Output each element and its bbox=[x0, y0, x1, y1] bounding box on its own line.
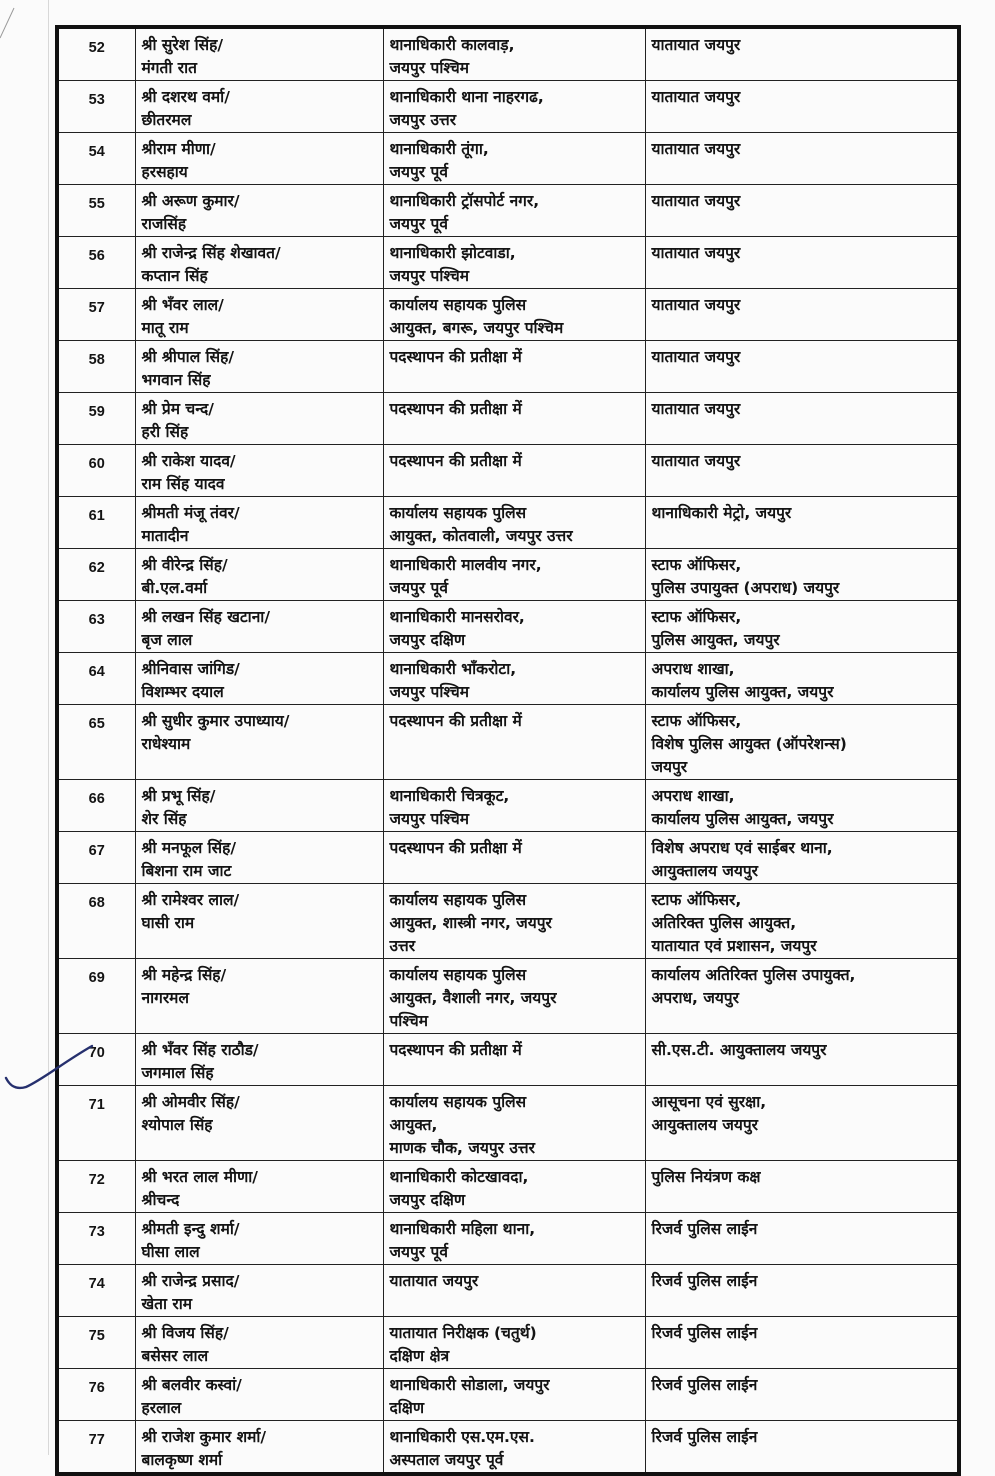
new-posting-line: यातायात जयपुर bbox=[651, 348, 741, 366]
current-posting-line: पदस्थापन की प्रतीक्षा में bbox=[389, 348, 522, 366]
new-posting-line: रिजर्व पुलिस लाईन bbox=[651, 1376, 758, 1394]
officer-name-cell bbox=[135, 393, 383, 445]
current-posting-cell bbox=[383, 497, 645, 549]
officer-name-line: राम सिंह यादव bbox=[141, 475, 225, 493]
current-posting-line: थानाधिकारी मालवीय नगर, bbox=[389, 556, 542, 574]
current-posting-cell bbox=[383, 393, 645, 445]
new-posting-line: स्टाफ ऑफिसर, bbox=[651, 712, 742, 730]
officer-name-line: श्रीमती मंजू तंवर/ bbox=[141, 504, 240, 522]
current-posting-line: उत्तर bbox=[389, 937, 416, 955]
serial-number-cell: 72 bbox=[57, 1161, 135, 1213]
new-posting-line: थानाधिकारी मेट्रो, जयपुर bbox=[651, 504, 792, 522]
serial-number-cell: 62 bbox=[57, 549, 135, 601]
table-row bbox=[57, 237, 959, 289]
officer-name-line: बसेसर लाल bbox=[141, 1347, 209, 1365]
officer-name-line: राजसिंह bbox=[141, 215, 187, 233]
officer-name-cell bbox=[135, 549, 383, 601]
officer-name-line: जगमाल सिंह bbox=[141, 1064, 214, 1082]
serial-number-cell: 73 bbox=[57, 1213, 135, 1265]
current-posting-line: थानाधिकारी ट्रॉसपोर्ट नगर, bbox=[389, 192, 540, 210]
new-posting-cell bbox=[645, 959, 959, 1034]
new-posting-line: पुलिस उपायुक्त (अपराध) जयपुर bbox=[651, 579, 840, 597]
officer-name-line: श्री प्रभू सिंह/ bbox=[141, 787, 216, 805]
new-posting-line: कार्यालय अतिरिक्त पुलिस उपायुक्त, bbox=[651, 966, 856, 984]
officer-name-cell bbox=[135, 959, 383, 1034]
table-row bbox=[57, 81, 959, 133]
table-row bbox=[57, 959, 959, 1034]
transfer-list-table bbox=[55, 25, 961, 1476]
new-posting-line: रिजर्व पुलिस लाईन bbox=[651, 1428, 758, 1446]
current-posting-line: पश्चिम bbox=[389, 1012, 429, 1030]
officer-name-line: हरलाल bbox=[141, 1399, 182, 1417]
officer-name-cell bbox=[135, 445, 383, 497]
current-posting-line: जयपुर पूर्व bbox=[389, 163, 448, 181]
officer-name-line: श्री वीरेन्द्र सिंह/ bbox=[141, 556, 228, 574]
current-posting-line: पदस्थापन की प्रतीक्षा में bbox=[389, 1041, 522, 1059]
serial-number-cell: 54 bbox=[57, 133, 135, 185]
serial-number-cell: 77 bbox=[57, 1421, 135, 1475]
table-row bbox=[57, 133, 959, 185]
new-posting-cell bbox=[645, 1213, 959, 1265]
new-posting-cell bbox=[645, 1265, 959, 1317]
current-posting-line: जयपुर उत्तर bbox=[389, 111, 457, 129]
current-posting-line: आयुक्त, bbox=[389, 1116, 438, 1134]
table-row bbox=[57, 27, 959, 81]
officer-name-cell bbox=[135, 1213, 383, 1265]
new-posting-line: यातायात जयपुर bbox=[651, 192, 741, 210]
officer-name-line: विशम्भर दयाल bbox=[141, 683, 224, 701]
officer-name-line: भगवान सिंह bbox=[141, 371, 211, 389]
new-posting-line: रिजर्व पुलिस लाईन bbox=[651, 1324, 758, 1342]
new-posting-line: आयुक्तालय जयपुर bbox=[651, 1116, 759, 1134]
new-posting-line: अपराध शाखा, bbox=[651, 787, 735, 805]
current-posting-line: थानाधिकारी चित्रकूट, bbox=[389, 787, 510, 805]
new-posting-cell bbox=[645, 497, 959, 549]
table-row bbox=[57, 832, 959, 884]
officer-name-line: मंगती रात bbox=[141, 59, 197, 77]
new-posting-line: स्टाफ ऑफिसर, bbox=[651, 608, 742, 626]
table-row bbox=[57, 1161, 959, 1213]
new-posting-line: कार्यालय पुलिस आयुक्त, जयपुर bbox=[651, 810, 834, 828]
serial-number-cell: 64 bbox=[57, 653, 135, 705]
new-posting-line: रिजर्व पुलिस लाईन bbox=[651, 1272, 758, 1290]
new-posting-cell bbox=[645, 1034, 959, 1086]
current-posting-line: जयपुर पश्चिम bbox=[389, 267, 470, 285]
new-posting-line: यातायात जयपुर bbox=[651, 400, 741, 418]
officer-name-line: मातू राम bbox=[141, 319, 189, 337]
current-posting-line: पदस्थापन की प्रतीक्षा में bbox=[389, 712, 522, 730]
new-posting-line: यातायात जयपुर bbox=[651, 36, 741, 54]
table-row bbox=[57, 1213, 959, 1265]
serial-number-cell: 56 bbox=[57, 237, 135, 289]
current-posting-line: जयपुर पश्चिम bbox=[389, 683, 470, 701]
table-row bbox=[57, 1369, 959, 1421]
officer-name-cell bbox=[135, 1086, 383, 1161]
current-posting-line: यातायात जयपुर bbox=[389, 1272, 479, 1290]
serial-number-cell: 60 bbox=[57, 445, 135, 497]
serial-number-cell: 57 bbox=[57, 289, 135, 341]
current-posting-line: जयपुर पूर्व bbox=[389, 215, 448, 233]
current-posting-line: थानाधिकारी कालवाड़, bbox=[389, 36, 515, 54]
officer-name-line: श्रीचन्द bbox=[141, 1191, 180, 1209]
current-posting-cell bbox=[383, 1161, 645, 1213]
handwritten-check-mark bbox=[2, 1040, 97, 1100]
officer-name-line: हरी सिंह bbox=[141, 423, 189, 441]
current-posting-cell bbox=[383, 832, 645, 884]
new-posting-line: पुलिस नियंत्रण कक्ष bbox=[651, 1168, 761, 1186]
serial-number-cell: 71 bbox=[57, 1086, 135, 1161]
officer-name-line: श्री भरत लाल मीणा/ bbox=[141, 1168, 258, 1186]
officer-name-cell bbox=[135, 1369, 383, 1421]
current-posting-cell bbox=[383, 445, 645, 497]
officer-name-cell bbox=[135, 705, 383, 780]
new-posting-line: जयपुर bbox=[651, 758, 688, 776]
officer-name-line: श्री श्रीपाल सिंह/ bbox=[141, 348, 234, 366]
officer-name-cell bbox=[135, 1161, 383, 1213]
current-posting-line: अस्पताल जयपुर पूर्व bbox=[389, 1451, 504, 1469]
transfer-list-body bbox=[57, 27, 959, 1474]
new-posting-cell bbox=[645, 289, 959, 341]
new-posting-cell bbox=[645, 27, 959, 81]
table-row bbox=[57, 289, 959, 341]
current-posting-line: थानाधिकारी झोटवाडा, bbox=[389, 244, 516, 262]
new-posting-cell bbox=[645, 185, 959, 237]
serial-number-cell: 66 bbox=[57, 780, 135, 832]
officer-name-cell bbox=[135, 1265, 383, 1317]
new-posting-line: अतिरिक्त पुलिस आयुक्त, bbox=[651, 914, 797, 932]
serial-number-cell: 74 bbox=[57, 1265, 135, 1317]
table-row bbox=[57, 705, 959, 780]
officer-name-line: श्री बलवीर कस्वां/ bbox=[141, 1376, 242, 1394]
current-posting-cell bbox=[383, 1421, 645, 1475]
new-posting-cell bbox=[645, 705, 959, 780]
officer-name-line: श्री सुरेश सिंह/ bbox=[141, 36, 224, 54]
table-row bbox=[57, 185, 959, 237]
current-posting-line: पदस्थापन की प्रतीक्षा में bbox=[389, 452, 522, 470]
officer-name-cell bbox=[135, 884, 383, 959]
current-posting-cell bbox=[383, 549, 645, 601]
new-posting-cell bbox=[645, 393, 959, 445]
officer-name-cell bbox=[135, 1421, 383, 1475]
current-posting-line: कार्यालय सहायक पुलिस bbox=[389, 966, 527, 984]
officer-name-line: श्री राजेन्द्र प्रसाद/ bbox=[141, 1272, 240, 1290]
current-posting-cell bbox=[383, 1265, 645, 1317]
officer-name-line: बिशना राम जाट bbox=[141, 862, 232, 880]
officer-name-line: श्योपाल सिंह bbox=[141, 1116, 213, 1134]
new-posting-line: स्टाफ ऑफिसर, bbox=[651, 556, 742, 574]
officer-name-line: नागरमल bbox=[141, 989, 189, 1007]
new-posting-cell bbox=[645, 445, 959, 497]
serial-number-cell: 63 bbox=[57, 601, 135, 653]
serial-number-cell: 68 bbox=[57, 884, 135, 959]
current-posting-cell bbox=[383, 1369, 645, 1421]
officer-name-line: श्री मनफूल सिंह/ bbox=[141, 839, 236, 857]
new-posting-line: अपराध, जयपुर bbox=[651, 989, 739, 1007]
new-posting-cell bbox=[645, 1421, 959, 1475]
new-posting-line: विशेष अपराध एवं साईबर थाना, bbox=[651, 839, 833, 857]
officer-name-line: श्री रामेश्वर लाल/ bbox=[141, 891, 240, 909]
new-posting-line: यातायात जयपुर bbox=[651, 88, 741, 106]
current-posting-line: आयुक्त, बगरू, जयपुर पश्चिम bbox=[389, 319, 564, 337]
new-posting-line: यातायात जयपुर bbox=[651, 452, 741, 470]
table-row bbox=[57, 1265, 959, 1317]
officer-name-line: राधेश्याम bbox=[141, 735, 191, 753]
officer-name-line: हरसहाय bbox=[141, 163, 188, 181]
new-posting-cell bbox=[645, 549, 959, 601]
officer-name-cell bbox=[135, 289, 383, 341]
current-posting-cell bbox=[383, 27, 645, 81]
current-posting-line: जयपुर पश्चिम bbox=[389, 810, 470, 828]
current-posting-line: माणक चौक, जयपुर उत्तर bbox=[389, 1139, 535, 1157]
current-posting-line: कार्यालय सहायक पुलिस bbox=[389, 504, 527, 522]
scan-margin-line bbox=[48, 0, 49, 1455]
current-posting-line: आयुक्त, वैशाली नगर, जयपुर bbox=[389, 989, 557, 1007]
officer-name-line: श्रीमती इन्दु शर्मा/ bbox=[141, 1220, 240, 1238]
table-row bbox=[57, 341, 959, 393]
new-posting-cell bbox=[645, 884, 959, 959]
new-posting-line: सी.एस.टी. आयुक्तालय जयपुर bbox=[651, 1041, 827, 1059]
serial-number-cell: 75 bbox=[57, 1317, 135, 1369]
new-posting-line: स्टाफ ऑफिसर, bbox=[651, 891, 742, 909]
current-posting-line: जयपुर पूर्व bbox=[389, 579, 448, 597]
serial-number-cell: 58 bbox=[57, 341, 135, 393]
new-posting-cell bbox=[645, 1317, 959, 1369]
serial-number-cell: 76 bbox=[57, 1369, 135, 1421]
officer-name-line: श्री भँवर सिंह राठौड/ bbox=[141, 1041, 259, 1059]
officer-name-line: श्री राजेन्द्र सिंह शेखावत/ bbox=[141, 244, 281, 262]
officer-name-cell bbox=[135, 81, 383, 133]
current-posting-cell bbox=[383, 653, 645, 705]
current-posting-cell bbox=[383, 1213, 645, 1265]
new-posting-line: अपराध शाखा, bbox=[651, 660, 735, 678]
new-posting-line: यातायात एवं प्रशासन, जयपुर bbox=[651, 937, 817, 955]
officer-name-line: घीसा लाल bbox=[141, 1243, 200, 1261]
officer-name-cell bbox=[135, 1034, 383, 1086]
serial-number-cell: 69 bbox=[57, 959, 135, 1034]
officer-name-line: श्री प्रेम चन्द/ bbox=[141, 400, 214, 418]
officer-name-line: छीतरमल bbox=[141, 111, 192, 129]
officer-name-line: श्री लखन सिंह खटाना/ bbox=[141, 608, 270, 626]
current-posting-line: दक्षिण bbox=[389, 1399, 425, 1417]
table-row bbox=[57, 497, 959, 549]
officer-name-cell bbox=[135, 653, 383, 705]
new-posting-line: पुलिस आयुक्त, जयपुर bbox=[651, 631, 780, 649]
new-posting-line: यातायात जयपुर bbox=[651, 140, 741, 158]
officer-name-line: श्री सुधीर कुमार उपाध्याय/ bbox=[141, 712, 290, 730]
new-posting-line: आसूचना एवं सुरक्षा, bbox=[651, 1093, 767, 1111]
current-posting-line: थानाधिकारी तूंगा, bbox=[389, 140, 489, 158]
officer-name-cell bbox=[135, 832, 383, 884]
officer-name-line: श्रीनिवास जांगिड/ bbox=[141, 660, 240, 678]
current-posting-line: थानाधिकारी सोडाला, जयपुर bbox=[389, 1376, 550, 1394]
officer-name-cell bbox=[135, 27, 383, 81]
current-posting-line: थानाधिकारी महिला थाना, bbox=[389, 1220, 536, 1238]
serial-number-cell: 70 bbox=[57, 1034, 135, 1086]
current-posting-cell bbox=[383, 1034, 645, 1086]
officer-name-line: श्री विजय सिंह/ bbox=[141, 1324, 229, 1342]
serial-number-cell: 65 bbox=[57, 705, 135, 780]
officer-name-line: शेर सिंह bbox=[141, 810, 187, 828]
serial-number-cell: 52 bbox=[57, 27, 135, 81]
table-row bbox=[57, 884, 959, 959]
table-row bbox=[57, 549, 959, 601]
current-posting-cell bbox=[383, 1086, 645, 1161]
new-posting-line: आयुक्तालय जयपुर bbox=[651, 862, 759, 880]
officer-name-cell bbox=[135, 497, 383, 549]
new-posting-cell bbox=[645, 1086, 959, 1161]
current-posting-cell bbox=[383, 780, 645, 832]
current-posting-cell bbox=[383, 601, 645, 653]
table-row bbox=[57, 1034, 959, 1086]
current-posting-line: पदस्थापन की प्रतीक्षा में bbox=[389, 400, 522, 418]
current-posting-cell bbox=[383, 959, 645, 1034]
officer-name-line: बालकृष्ण शर्मा bbox=[141, 1451, 223, 1469]
serial-number-cell: 53 bbox=[57, 81, 135, 133]
current-posting-cell bbox=[383, 81, 645, 133]
current-posting-line: थानाधिकारी मानसरोवर, bbox=[389, 608, 525, 626]
officer-name-cell bbox=[135, 237, 383, 289]
current-posting-line: जयपुर दक्षिण bbox=[389, 1191, 466, 1209]
table-row bbox=[57, 1086, 959, 1161]
officer-name-line: श्री राकेश यादव/ bbox=[141, 452, 236, 470]
new-posting-line: यातायात जयपुर bbox=[651, 244, 741, 262]
officer-name-line: घासी राम bbox=[141, 914, 195, 932]
new-posting-cell bbox=[645, 653, 959, 705]
current-posting-line: थानाधिकारी कोटखावदा, bbox=[389, 1168, 529, 1186]
officer-name-line: बृज लाल bbox=[141, 631, 193, 649]
officer-name-line: श्री राजेश कुमार शर्मा/ bbox=[141, 1428, 267, 1446]
new-posting-cell bbox=[645, 1161, 959, 1213]
officer-name-line: श्री दशरथ वर्मा/ bbox=[141, 88, 230, 106]
officer-name-line: खेता राम bbox=[141, 1295, 193, 1313]
officer-name-line: श्री ओमवीर सिंह/ bbox=[141, 1093, 240, 1111]
current-posting-cell bbox=[383, 289, 645, 341]
officer-name-line: श्री अरूण कुमार/ bbox=[141, 192, 240, 210]
table-row bbox=[57, 445, 959, 497]
current-posting-line: आयुक्त, शास्त्री नगर, जयपुर bbox=[389, 914, 552, 932]
current-posting-line: जयपुर पश्चिम bbox=[389, 59, 470, 77]
current-posting-cell bbox=[383, 705, 645, 780]
new-posting-cell bbox=[645, 237, 959, 289]
current-posting-line: दक्षिण क्षेत्र bbox=[389, 1347, 450, 1365]
current-posting-line: यातायात निरीक्षक (चतुर्थ) bbox=[389, 1324, 537, 1342]
new-posting-cell bbox=[645, 81, 959, 133]
new-posting-cell bbox=[645, 341, 959, 393]
table-row bbox=[57, 601, 959, 653]
table-row bbox=[57, 1421, 959, 1475]
current-posting-line: थानाधिकारी भाँकरोटा, bbox=[389, 660, 517, 678]
table-row bbox=[57, 393, 959, 445]
current-posting-line: आयुक्त, कोतवाली, जयपुर उत्तर bbox=[389, 527, 573, 545]
officer-name-cell bbox=[135, 780, 383, 832]
serial-number-cell: 61 bbox=[57, 497, 135, 549]
officer-name-line: श्री भँवर लाल/ bbox=[141, 296, 224, 314]
current-posting-line: जयपुर पूर्व bbox=[389, 1243, 448, 1261]
current-posting-cell bbox=[383, 341, 645, 393]
serial-number-cell: 55 bbox=[57, 185, 135, 237]
current-posting-line: कार्यालय सहायक पुलिस bbox=[389, 891, 527, 909]
officer-name-cell bbox=[135, 185, 383, 237]
new-posting-line: रिजर्व पुलिस लाईन bbox=[651, 1220, 758, 1238]
current-posting-line: कार्यालय सहायक पुलिस bbox=[389, 296, 527, 314]
officer-name-cell bbox=[135, 601, 383, 653]
officer-name-line: कप्तान सिंह bbox=[141, 267, 208, 285]
page-fold-mark bbox=[0, 0, 40, 60]
table-row bbox=[57, 780, 959, 832]
officer-name-line: बी.एल.वर्मा bbox=[141, 579, 208, 597]
officer-name-line: श्रीराम मीणा/ bbox=[141, 140, 216, 158]
current-posting-cell bbox=[383, 185, 645, 237]
current-posting-line: पदस्थापन की प्रतीक्षा में bbox=[389, 839, 522, 857]
new-posting-cell bbox=[645, 601, 959, 653]
new-posting-cell bbox=[645, 780, 959, 832]
new-posting-cell bbox=[645, 1369, 959, 1421]
current-posting-cell bbox=[383, 1317, 645, 1369]
table-row bbox=[57, 653, 959, 705]
officer-name-cell bbox=[135, 341, 383, 393]
current-posting-cell bbox=[383, 133, 645, 185]
officer-name-line: श्री महेन्द्र सिंह/ bbox=[141, 966, 227, 984]
serial-number-cell: 59 bbox=[57, 393, 135, 445]
new-posting-cell bbox=[645, 133, 959, 185]
table-row bbox=[57, 1317, 959, 1369]
new-posting-cell bbox=[645, 832, 959, 884]
current-posting-line: थानाधिकारी थाना नाहरगढ, bbox=[389, 88, 544, 106]
current-posting-line: कार्यालय सहायक पुलिस bbox=[389, 1093, 527, 1111]
current-posting-line: थानाधिकारी एस.एम.एस. bbox=[389, 1428, 535, 1446]
serial-number-cell: 67 bbox=[57, 832, 135, 884]
current-posting-cell bbox=[383, 884, 645, 959]
new-posting-line: विशेष पुलिस आयुक्त (ऑपरेशन्स) bbox=[651, 735, 847, 753]
new-posting-line: कार्यालय पुलिस आयुक्त, जयपुर bbox=[651, 683, 834, 701]
new-posting-line: यातायात जयपुर bbox=[651, 296, 741, 314]
current-posting-line: जयपुर दक्षिण bbox=[389, 631, 466, 649]
officer-name-cell bbox=[135, 133, 383, 185]
officer-name-line: मातादीन bbox=[141, 527, 189, 545]
officer-name-cell bbox=[135, 1317, 383, 1369]
current-posting-cell bbox=[383, 237, 645, 289]
